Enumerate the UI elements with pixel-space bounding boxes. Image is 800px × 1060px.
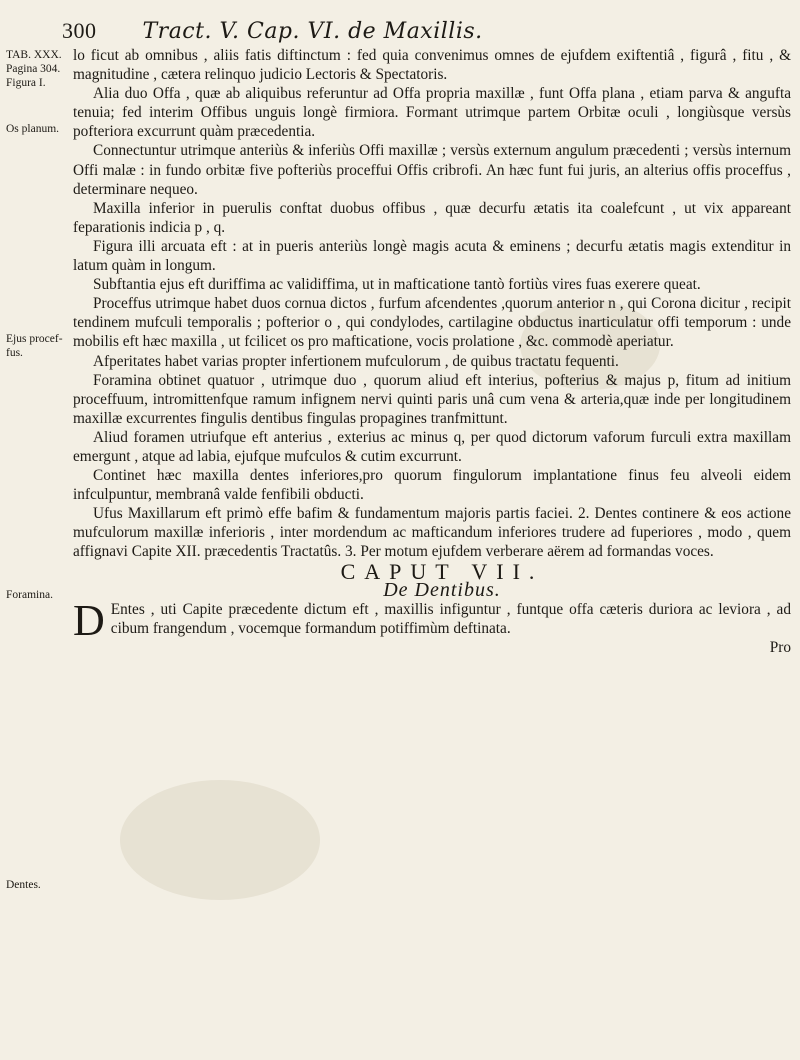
paragraph: Ufus Maxillarum eft primò effe bafim & fundamentum majoris partis faciei. 2. Dentes continere & eos actione mufculorum maxillæ inferioris , inter mordendum ac mafticandum inferiores trudere ad fuperiores , modo , quem affignavi Capite XII. præcedentis Tractatûs. 3. Per motum ejufdem verberare aërem ad formandas voces.: [73, 505, 791, 561]
paragraph: Subftantia ejus eft duriffima ac validiffima, ut in mafticatione tantò fortiùs vires fuas exerere queat.: [93, 276, 701, 294]
catchword: Pro: [769, 638, 791, 656]
tab-ref: TAB. XXX.: [6, 49, 62, 61]
paragraph: Foramina obtinet quatuor , utrimque duo , quorum aliud eft interius, pofterius & majus p, fitum ad initium proceffuum, intromittenfque ramum infignem nervi quinti paris unâ cum vena & arteria,quæ inde per longitudinem maxillæ excurrentes fingulis dentibus fingulas propagines tranfmittunt.: [73, 371, 791, 427]
paragraph: lo ficut ab omnibus , aliis fatis diftinctum : fed quia convenimus omnes de ejufdem exiftentiâ , figurâ , fitu , & magnitudine , cætera relinquo judicio Lectoris & Spectatoris.: [73, 47, 791, 84]
paragraph: Proceffus utrimque habet duos cornua dictos , furfum afcendentes ,quorum anterior n , qui Corona dicitur , recipit tendinem mufculi temporalis ; pofterior o , qui condylodes, cartilagine obductus inarticulatur offi temporum : unde mobilis eft hæc maxilla , ut fcilicet os pro mafticatione, vocis prolatione , &c. commodè aperiatur.: [73, 295, 791, 351]
margin-note-processus: [6, 332, 68, 360]
drop-cap: D: [73, 595, 105, 645]
margin-note-dentes: Dentes.: [6, 879, 41, 891]
paragraph-text: Entes , uti Capite præcedente dictum eft , maxillis infiguntur , funtque offa cæteris duriora ac leviora , ad cibum frangendum , vocemque formandum potiffimùm deftinata.: [110, 600, 791, 637]
main-text: [73, 46, 791, 657]
page-number: 300: [62, 18, 97, 43]
running-title: Tract. V. Cap. VI. de Maxillis.: [142, 19, 483, 44]
pagina-ref: Pagina 304.: [6, 63, 61, 75]
paragraph: Figura illi arcuata eft : at in pueris anteriùs longè magis acuta & eminens ; decurfu ætatis magis extenditur in latum quàm in longum.: [73, 237, 791, 275]
margin-note-line: Ejus procef-: [6, 333, 63, 345]
paragraph: Maxilla inferior in puerulis conftat duobus offibus , quæ decurfu ætatis ita coalefcunt , ut vix appareant feparationis indicia p , q.: [73, 199, 791, 236]
chapter-heading: CAPUT VII.: [340, 558, 544, 584]
margin-note-os-planum: Os planum.: [6, 123, 60, 135]
paragraph: Afperitates habet varias propter infertionem mufculorum , de quibus tractatu fequenti.: [93, 352, 619, 370]
margin-note-foramina: Foramina.: [6, 589, 53, 601]
paragraph: Continet hæc maxilla dentes inferiores,pro quorum fingulorum implantatione finus feu alveoli eidem infculpuntur, membranâ valde fenfibili obducti.: [73, 467, 791, 504]
paragraph: Aliud foramen utriufque eft anterius , exterius ac minus q, per quod dictorum vaforum furculi extra maxillam emergunt , atque ad labia, ejufque mufculos & cutim excurrunt.: [73, 428, 791, 465]
chapter-subtitle: De Dentibus.: [383, 578, 501, 601]
paper-stain: [120, 780, 320, 900]
running-header: [62, 18, 762, 44]
paragraph: Connectuntur utrimque anteriùs & inferiùs Offi maxillæ ; versùs externum angulum præcedenti ; versùs internum Offi malæ : in fundo orbitæ five pofteriùs proceffui Offis cribrofi. An hæc funt fui juris, an alterius offis proceffus , determinare nequeo.: [73, 142, 791, 198]
paragraph: Alia duo Offa , quæ ab aliquibus referuntur ad Offa propria maxillæ , funt Offa plana , etiam parva & angufta tenuia; fed interim Offibus unguis longè firmiora. Formant utrimque partem Orbitæ oculi , longiùsque versùs pofteriora excurrunt quàm præcedentia.: [73, 85, 791, 141]
figura-ref: Figura I.: [6, 77, 46, 89]
margin-note-line: fus.: [6, 347, 23, 359]
margin-note-tab: [6, 48, 68, 90]
chapter-first-paragraph: [73, 595, 791, 645]
